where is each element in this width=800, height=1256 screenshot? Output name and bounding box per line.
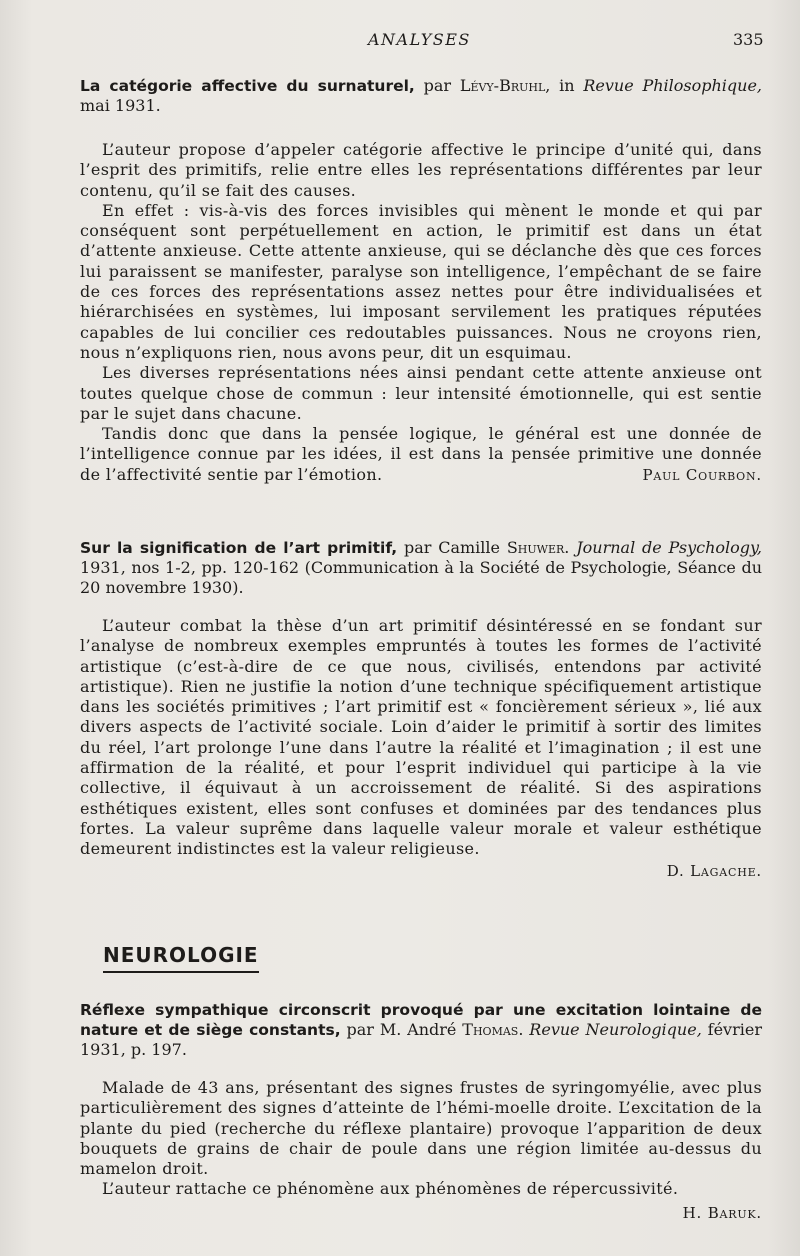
publication-details: février 1931, p. 197.	[80, 1020, 762, 1059]
article-author: Lévy-Bruhl	[459, 76, 546, 95]
page-number: 335	[733, 30, 764, 49]
article-title: Sur la signification de l’art primitif,	[80, 539, 398, 557]
review-title: Réflexe sympathique circonscrit provoqué par une excitation lointaine de nature et de siège constants, par M. André Thomas. Revue Neurologique, février 1931, p. 197.	[80, 1001, 762, 1059]
review-title: La catégorie affective du surnaturel, par Lévy-Bruhl, in Revue Philosophique, mai 1931.	[80, 76, 763, 115]
review-body	[80, 1078, 762, 1222]
article-author: Thomas	[462, 1020, 519, 1039]
paragraph: Les diverses représentations nées ainsi pendant cette attente anxieuse ont toutes quelque chose de commun : leur intensité émotionnelle, qui est sentie par le sujet dans chacune.	[80, 363, 762, 423]
review-body	[80, 616, 762, 880]
paragraph: L’auteur propose d’appeler catégorie affective le principe d’unité qui, dans l’esprit des primitifs, relie entre elles les représentations différentes par leur contenu, qu’il se fait des causes.	[80, 140, 762, 200]
section-heading: NEUROLOGIE	[103, 943, 259, 973]
review-body	[80, 140, 762, 485]
publication-date: mai 1931.	[80, 96, 161, 115]
reviewer-signature: H. Baruk.	[682, 1203, 762, 1222]
running-title: ANALYSES	[368, 30, 471, 49]
reviewer-signature: Paul Courbon.	[642, 465, 762, 484]
paragraph: L’auteur rattache ce phénomène aux phénomènes de répercussivité.	[102, 1179, 679, 1199]
paragraph: Tandis donc que dans la pensée logique, le général est une donnée de l’intelligence connue par les idées, il est dans la pensée primitive une donnée de l’affectivité sentie par l’émotion. Paul Courbon.	[80, 424, 762, 484]
journal-name: Revue Philosophique,	[583, 76, 763, 95]
journal-name: Journal de Psychology,	[576, 538, 763, 557]
paragraph: L’auteur combat la thèse d’un art primitif désintéressé en se fondant sur l’analyse de nombreux exemples empruntés à toutes les formes de l’activité artistique (c’est-à-dire de ce que nous, civilisés, entendons par activité artistique). Rien ne justifie la notion d’une technique spécifiquement artistique dans les sociétés primitives ; l’art primitif est « foncièrement sérieux », lié aux divers aspects de l’activité sociale. Loin d’aider le primitif à sortir des limites du réel, l’art prolonge l’une dans l’autre la réalité et l’imagination ; il est une affirmation de la réalité, et pour l’esprit individuel qui participe à la vie collective, il équivaut à un accroissement de réalité. Si des aspirations esthétiques existent, elles sont confuses et dominées par des tendances plus fortes. La valeur suprême dans laquelle valeur morale et valeur esthétique demeurent indistinctes est la valeur religieuse.	[80, 616, 762, 859]
journal-name: Revue Neurologique,	[529, 1020, 702, 1039]
review-thomas	[80, 1000, 762, 1222]
paragraph: En effet : vis-à-vis des forces invisibles qui mènent le monde et qui par conséquent sont perpétuellement en action, le primitif est dans un état d’attente anxieuse. Cette attente anxieuse, qui se déclanche dès que ces forces lui paraissent se manifester, paralyse son intelligence, l’empêchant de se faire de ces forces des représentations assez nettes pour être individualisées et hiérarchisées en systèmes, lui imposant servilement les pratiques réputées capables de lui concilier ces redoutables puissances. Nous ne croyons rien, nous n’expliquons rien, nous avons peur, dit un esquimau.	[80, 200, 762, 362]
article-title: La catégorie affective du surnaturel,	[80, 77, 415, 95]
paragraph: Malade de 43 ans, présentant des signes frustes de syringomyélie, avec plus particulièrement des signes d’atteinte de l’hémi-moelle droite. L’excitation de la plante du pied (recherche du réflexe plantaire) provoque l’apparition de deux bouquets de grains de chair de poule dans une région limitée au-dessus du mamelon droit.	[80, 1078, 762, 1179]
running-head	[0, 30, 800, 54]
reviewer-signature: D. Lagache.	[666, 861, 762, 880]
review-title: Sur la signification de l’art primitif, par Camille Shuwer. Journal de Psychology, 1931, nos 1-2, pp. 120-162 (Communication à la Société de Psychologie, Séance du 20 novembre 1930).	[80, 538, 763, 597]
publication-details: 1931, nos 1-2, pp. 120-162 (Communication à la Société de Psychologie, Séance du 20 novembre 1930).	[80, 558, 762, 597]
review-shuwer	[80, 538, 762, 880]
article-author: Shuwer	[506, 538, 565, 557]
review-levy-bruhl	[80, 76, 762, 485]
article-title: Réflexe sympathique circonscrit provoqué par une excitation lointaine de nature et de siège constants,	[80, 1001, 762, 1039]
